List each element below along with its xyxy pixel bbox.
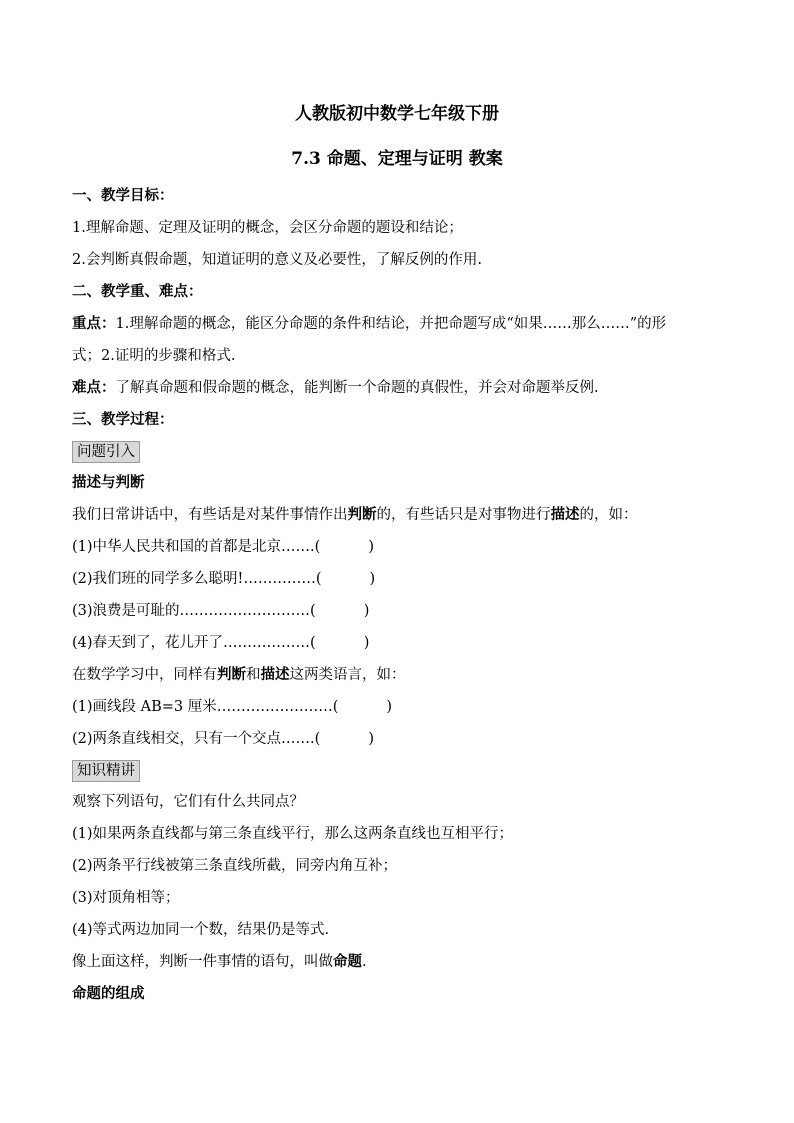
math-paragraph	[72, 665, 406, 685]
subheading-proposition-parts: 命题的组成	[72, 985, 145, 1002]
question-1-close: )	[368, 539, 374, 555]
knowledge-box-label: 知识精讲	[72, 760, 140, 782]
math-question-1-text: (1)画线段 AB=3 厘米……………………(	[72, 699, 339, 715]
intro-bold-describe: 描述	[550, 506, 580, 523]
statement-2: (2)两条平行线被第三条直线所截，同旁内角互补；	[72, 858, 398, 874]
document-subtitle: 7.3 命题、定理与证明 教案	[291, 149, 503, 169]
document-title: 人教版初中数学七年级下册	[295, 104, 499, 124]
key-point-text-2: 式；2.证明的步骤和格式.	[72, 348, 236, 364]
objective-item-2: 2.会判断真假命题，知道证明的意义及必要性，了解反例的作用.	[72, 252, 482, 268]
question-1-text: (1)中华人民共和国的首都是北京…….(	[72, 539, 321, 555]
question-2-close: )	[369, 571, 376, 587]
intro-text-a: 我们日常讲话中，有些话是对某件事情作出	[72, 507, 348, 523]
intro-text-c: 的，有些话只是对事物进行	[376, 507, 551, 523]
question-3	[72, 601, 369, 621]
math-text-a: 在数学学习中，同样有	[72, 667, 217, 683]
observe-prompt: 观察下列语句，它们有什么共同点？	[72, 794, 304, 810]
math-question-2-close: )	[368, 731, 374, 747]
difficulty-label: 难点：	[72, 379, 116, 396]
boxed-heading-intro	[72, 441, 140, 463]
section-heading-key-points: 二、教学重、难点：	[72, 283, 203, 300]
intro-box-label: 问题引入	[72, 441, 140, 463]
key-point-text-1: 1.理解命题的概念，能区分命题的条件和结论，并把命题写成“如果……那么……”的形	[115, 316, 667, 332]
definition-term: 命题	[333, 953, 362, 970]
math-question-1-close: )	[386, 699, 393, 715]
math-question-1	[72, 697, 392, 717]
question-2-text: (2)我们班的同学多么聪明!……………(	[72, 571, 322, 587]
question-3-close: )	[363, 603, 370, 619]
definition-text: 像上面这样，判断一件事情的语句，叫做	[72, 954, 333, 970]
key-point-line-1	[72, 314, 666, 334]
intro-bold-judge: 判断	[347, 506, 377, 523]
question-4	[72, 633, 369, 653]
math-question-2	[72, 729, 374, 749]
statement-3: (3)对顶角相等；	[72, 890, 180, 906]
section-heading-process: 三、教学过程：	[72, 411, 174, 428]
intro-text-e: 的，如：	[579, 507, 638, 523]
key-point-label: 重点：	[72, 315, 116, 332]
definition-period: .	[362, 954, 367, 970]
definition-line	[72, 952, 367, 972]
question-4-text: (4)春天到了，花儿开了………………(	[72, 635, 316, 651]
statement-4: (4)等式两边加同一个数，结果仍是等式.	[72, 922, 330, 938]
intro-paragraph	[72, 505, 638, 525]
math-bold-describe: 描述	[260, 666, 290, 683]
math-bold-judge: 判断	[217, 666, 246, 683]
question-1	[72, 537, 374, 557]
objective-item-1: 1.理解命题、定理及证明的概念，会区分命题的题设和结论；	[72, 220, 463, 236]
subheading-describe-judge: 描述与判断	[72, 474, 145, 491]
math-text-c: 和	[246, 667, 261, 683]
boxed-heading-knowledge	[72, 760, 140, 782]
difficulty-text: 了解真命题和假命题的概念，能判断一个命题的真假性，并会对命题举反例.	[115, 380, 599, 396]
math-question-2-text: (2)两条直线相交，只有一个交点…….(	[72, 731, 321, 747]
statement-1: (1)如果两条直线都与第三条直线平行，那么这两条直线也互相平行；	[72, 826, 514, 842]
difficulty-line	[72, 378, 599, 398]
question-3-text: (3)浪费是可耻的………………………(	[72, 603, 316, 619]
section-heading-objectives: 一、教学目标：	[72, 187, 174, 204]
question-2	[72, 569, 375, 589]
question-4-close: )	[363, 635, 370, 651]
math-text-e: 这两类语言，如：	[289, 667, 406, 683]
